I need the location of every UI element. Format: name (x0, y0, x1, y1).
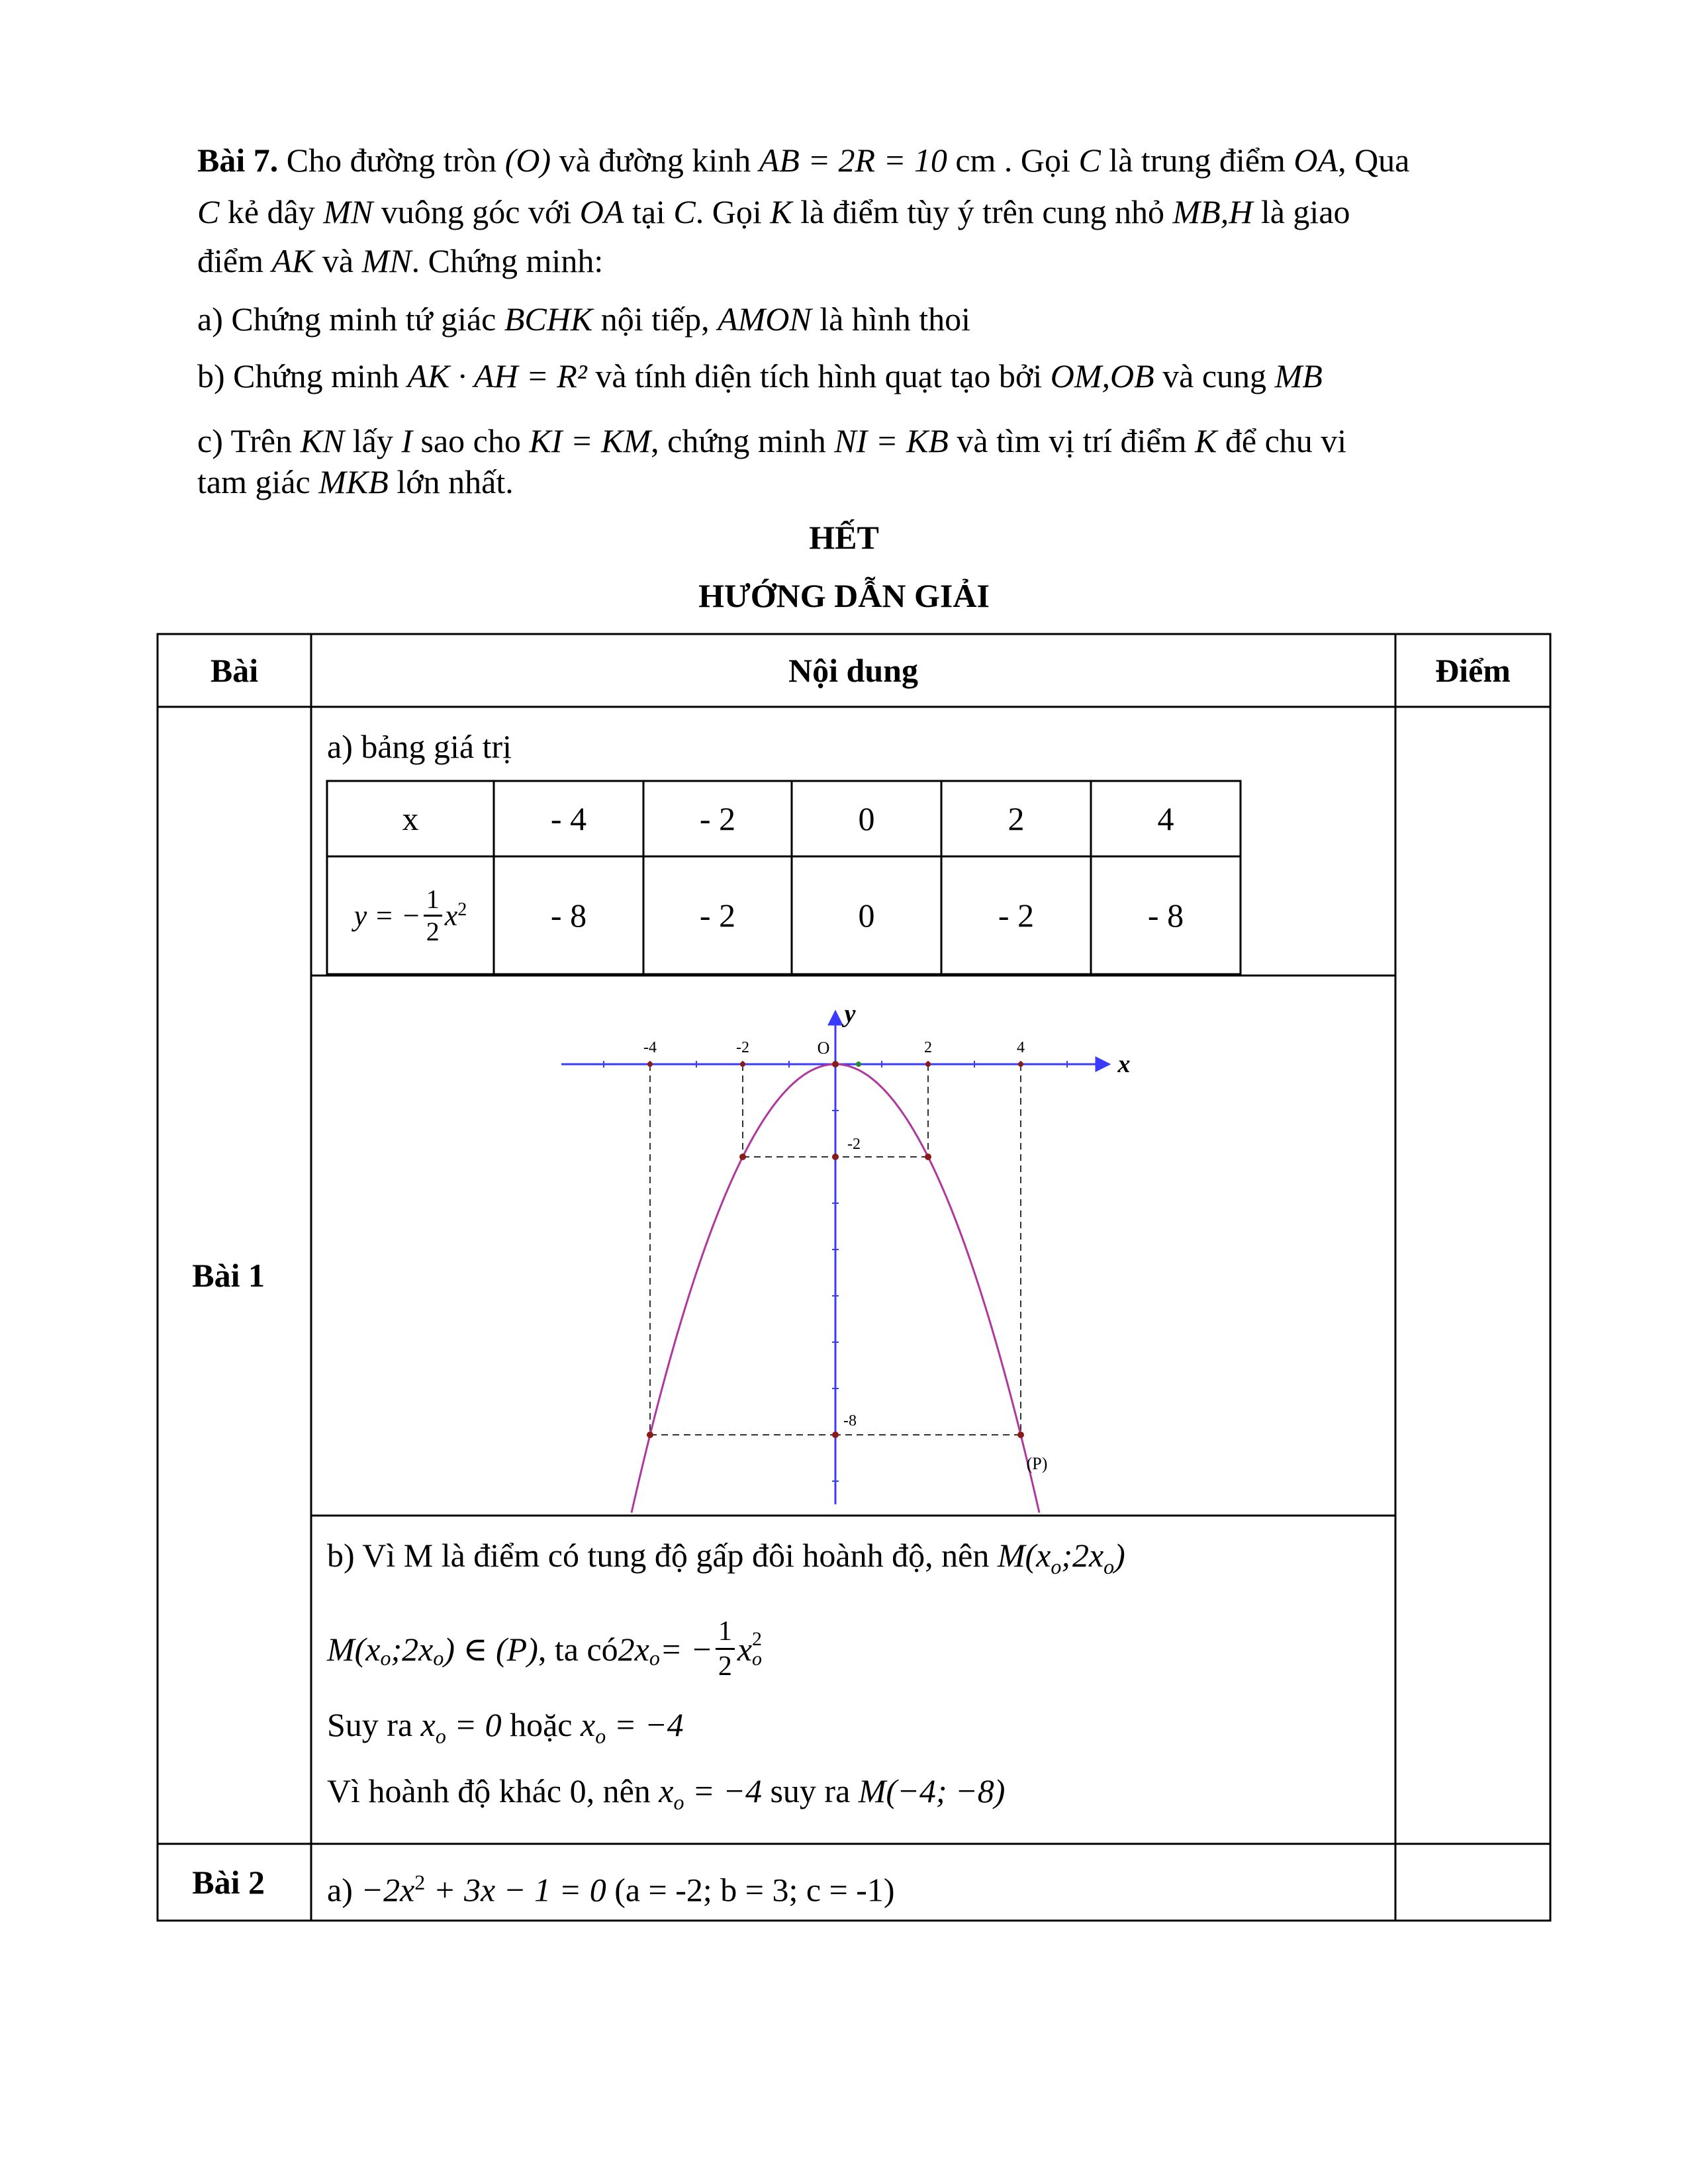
subscript: o (433, 1646, 444, 1670)
math: = −4 (606, 1706, 684, 1743)
problem-part-a (197, 294, 970, 344)
x-axis-point (925, 1062, 931, 1067)
math: AMON (718, 300, 812, 338)
math: OA (579, 193, 624, 230)
text: Cho đường tròn (286, 142, 505, 179)
x-tick-label: -4 (643, 1039, 657, 1056)
values-x-4: 2 (1008, 800, 1025, 837)
text: vuông góc với (373, 193, 580, 230)
x-tick-label: -2 (736, 1039, 749, 1056)
subscript: o (380, 1646, 391, 1670)
header-bai: Bài (210, 652, 259, 689)
values-y-3: 0 (858, 897, 875, 934)
x-axis-point (1018, 1062, 1023, 1067)
text: và (314, 242, 362, 279)
math: x (659, 1772, 674, 1809)
row-label-bai-2: Bài 2 (192, 1864, 265, 1901)
values-x-header: x (402, 800, 419, 837)
end-label: HẾT (809, 519, 879, 556)
problem-line-3 (197, 236, 603, 286)
values-y-5: - 8 (1147, 897, 1184, 934)
sub-sup (752, 1629, 762, 1669)
y-var: x (444, 899, 458, 932)
data-point (647, 1432, 653, 1438)
math: K (1195, 422, 1217, 459)
text: , chứng minh (651, 422, 835, 459)
text: c) Trên (197, 422, 301, 459)
values-x-1: - 4 (550, 800, 587, 837)
text: là điểm tùy ý trên cung nhỏ (792, 193, 1173, 230)
y-fraction (424, 884, 442, 947)
text: (a = -2; b = 3; c = -1) (606, 1871, 895, 1909)
part-b-line-2 (327, 1615, 762, 1683)
values-y-header (327, 856, 494, 974)
text: nội tiếp, (592, 300, 718, 338)
math: C (1078, 142, 1101, 179)
superscript: 2 (414, 1870, 426, 1894)
problem-part-b (197, 351, 1323, 401)
problem-line-2 (197, 187, 1350, 237)
data-point (1017, 1432, 1024, 1438)
values-x-2: - 2 (699, 800, 736, 837)
text: và đường kinh (551, 142, 759, 179)
y-tick-label: -2 (847, 1136, 861, 1153)
origin-label: O (817, 1038, 830, 1058)
parabola-graph (311, 976, 1395, 1516)
fraction-den: 2 (718, 1651, 732, 1682)
data-point (739, 1154, 746, 1160)
math: OA (1293, 142, 1338, 179)
text: tại (624, 193, 674, 230)
part-a-label: a) bảng giá trị (327, 728, 512, 765)
values-x-3: 0 (858, 800, 875, 837)
text: kẻ dây (219, 193, 324, 230)
math: ;2x (391, 1630, 434, 1668)
data-point (832, 1061, 839, 1068)
x-axis-point (647, 1062, 653, 1067)
text: lấy (344, 422, 402, 459)
math: x (737, 1630, 753, 1668)
math: M(x (327, 1630, 381, 1668)
text: Suy ra (327, 1706, 421, 1743)
y-lhs: y = − (353, 899, 421, 932)
data-point (925, 1154, 931, 1160)
math: BCHK (504, 300, 593, 338)
math: NI = KB (834, 422, 949, 459)
y-axis-point (832, 1154, 839, 1160)
subscript: o (435, 1724, 446, 1748)
math: x (581, 1706, 596, 1743)
part-b-line-3 (327, 1700, 684, 1761)
math: C (673, 193, 696, 230)
x-tick-label: 4 (1017, 1039, 1025, 1056)
math: KN (300, 422, 345, 459)
part-b-line-1 (327, 1530, 1125, 1592)
text: , ta có (538, 1630, 618, 1668)
y-fraction-num: 1 (424, 884, 442, 917)
values-x-5: 4 (1157, 800, 1174, 837)
math: = 0 (445, 1706, 502, 1743)
problem-line-1 (197, 135, 1409, 185)
fraction-num: 1 (716, 1615, 735, 1650)
math: (O) (504, 142, 551, 179)
math: I (401, 422, 413, 459)
text: . Chứng minh: (411, 242, 604, 279)
text: b) Chứng minh (197, 357, 408, 394)
bai2-part-a (327, 1857, 895, 1915)
text: để chu vi (1217, 422, 1347, 459)
y-fraction-den: 2 (426, 916, 440, 946)
superscript: 2 (752, 1627, 763, 1650)
math: K (770, 193, 792, 230)
axes (561, 1011, 1109, 1504)
text: . Gọi (695, 193, 771, 230)
text: và tìm vị trí điểm (948, 422, 1196, 459)
subscript: o (1103, 1555, 1115, 1578)
math: ) (1114, 1537, 1125, 1574)
math: MN (361, 242, 412, 279)
header-diem: Điểm (1435, 652, 1511, 689)
math: + 3x − 1 = 0 (425, 1871, 606, 1909)
math: ) ∈ (P) (444, 1630, 538, 1668)
text: lớn nhất. (388, 463, 514, 500)
text: a) (327, 1871, 361, 1909)
math: ;2x (1061, 1537, 1104, 1574)
text: , Qua (1338, 142, 1410, 179)
y-axis-label: y (844, 1000, 856, 1028)
text: hoặc (501, 1706, 581, 1743)
solution-title: HƯỚNG DẪN GIẢI (698, 577, 990, 614)
problem-title: Bài 7. (197, 142, 279, 179)
math: AK · AH = R² (407, 357, 587, 394)
x-axis-point (740, 1062, 745, 1067)
part-b-line-4 (327, 1766, 1005, 1827)
math: MB,H (1172, 193, 1253, 230)
math: 2x (618, 1630, 649, 1668)
subscript: o (649, 1646, 660, 1670)
fraction (716, 1615, 735, 1683)
math: MB (1274, 357, 1323, 394)
math: AB = 2R = 10 (759, 142, 947, 179)
y-axis-point (832, 1432, 839, 1438)
math: M(−4; −8) (858, 1772, 1006, 1809)
text: suy ra (761, 1772, 859, 1809)
math: KI = KM (529, 422, 651, 459)
text: điểm (197, 242, 272, 279)
x-tick-label: 2 (924, 1039, 932, 1056)
math: −2x (361, 1871, 415, 1909)
subscript: o (673, 1790, 684, 1814)
text: và cung (1154, 357, 1275, 394)
math: C (197, 193, 220, 230)
x-axis-label: x (1117, 1050, 1131, 1078)
math: AK (271, 242, 314, 279)
math: MKB (318, 463, 389, 500)
math: M(x (997, 1537, 1051, 1574)
header-noi-dung: Nội dung (788, 652, 918, 689)
text: Vì hoành độ khác 0, nên (327, 1772, 659, 1809)
subscript: o (1051, 1555, 1062, 1578)
graph-labels (643, 1000, 1131, 1473)
math: x (420, 1706, 436, 1743)
y-tick-label: -8 (843, 1412, 857, 1430)
math: MN (323, 193, 373, 230)
text: sao cho (412, 422, 530, 459)
text: và tính diện tích hình quạt tạo bởi (586, 357, 1051, 394)
math: = − (659, 1630, 713, 1668)
green-point (856, 1062, 861, 1067)
values-y-4: - 2 (998, 897, 1035, 934)
text: là giao (1252, 193, 1350, 230)
text: cm . Gọi (947, 142, 1079, 179)
problem-part-c-2 (197, 457, 514, 507)
values-y-2: - 2 (699, 897, 736, 934)
curve-label: (P) (1026, 1454, 1048, 1473)
values-y-1: - 8 (550, 897, 587, 934)
text: tam giác (197, 463, 319, 500)
row-label-bai-1: Bài 1 (192, 1257, 265, 1294)
text: là trung điểm (1100, 142, 1294, 179)
math: OM,OB (1050, 357, 1154, 394)
text: là hình thoi (811, 300, 970, 338)
subscript: o (595, 1724, 606, 1748)
subscript: o (752, 1647, 763, 1670)
y-exp: 2 (457, 899, 467, 920)
text: a) Chứng minh tứ giác (197, 300, 504, 338)
text: b) Vì M là điểm có tung độ gấp đôi hoành độ, nên (327, 1537, 998, 1574)
math: = −4 (684, 1772, 762, 1809)
